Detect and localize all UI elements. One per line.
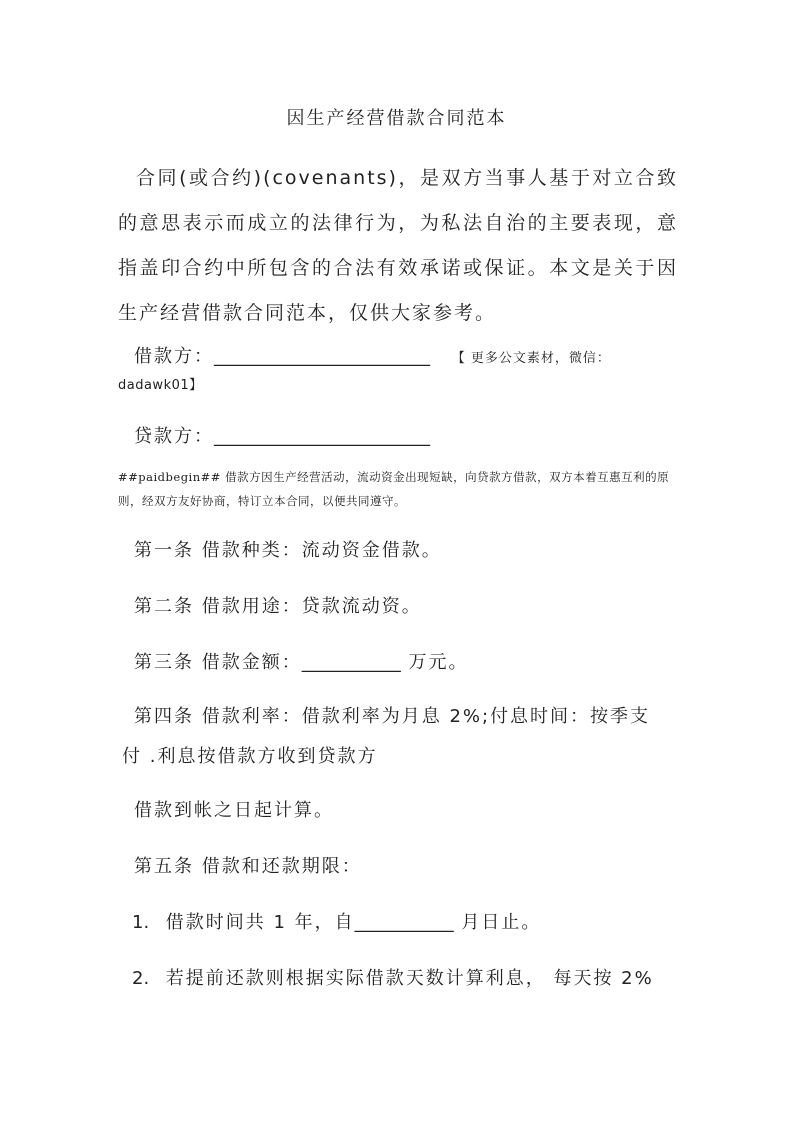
lender-blank: ________________________ (214, 426, 430, 447)
lender-line (118, 422, 694, 448)
borrower-blank: ________________________ (214, 346, 430, 367)
promo-id: dadawk01】 (118, 378, 203, 393)
list-item (118, 908, 678, 934)
article-4-line-1: 第四条 借款利率：借款利率为月息 2%;付息时间：按季支 (134, 706, 651, 727)
list-item-end: 月日止。 (453, 912, 542, 933)
list-item-number: 1. (132, 912, 150, 933)
article-2: 第二条 借款用途：贷款流动资。 (134, 596, 422, 617)
promo-note: 【 更多公文素材，微信： (451, 351, 611, 366)
article-4-line-2: 付 .利息按借款方收到贷款方 (122, 746, 378, 767)
article-4-line-3: 借款到帐之日起计算。 (134, 800, 334, 821)
borrower-label: 借款方： (134, 346, 214, 367)
borrower-line (118, 342, 694, 368)
list-item-text: 若提前还款则根据实际借款天数计算利息， 每天按 2% (165, 968, 654, 989)
article-3-unit: 万元。 (400, 652, 469, 673)
article-5: 第五条 借款和还款期限： (134, 856, 362, 877)
article-3-label: 第三条 借款金额： (134, 652, 302, 673)
lender-label: 贷款方： (134, 426, 214, 447)
list-item (118, 964, 678, 990)
preamble-paragraph: ##paidbegin## 借款方因生产经营活动，流动资金出现短缺，向贷款方借款，双方本着互惠互利的原则，经双方友好协商，特订立本合同，以便共同遵守。 (118, 470, 670, 508)
list-item-number: 2. (132, 968, 150, 989)
document-title: 因生产经营借款合同范本 (286, 108, 507, 129)
article-3 (118, 648, 694, 674)
article-3-blank: ___________ (301, 652, 401, 673)
list-item-text: 借款时间共 1 年，自 (165, 912, 355, 933)
intro-paragraph: 合同(或合约)(covenants)，是双方当事人基于对立合致的意思表示而成立的法律行为，为私法自治的主要表现，意指盖印合约中所包含的合法有效承诺或保证。本文是关于因生产经营借款合同范本，仅供大家参考。 (118, 167, 678, 324)
article-1: 第一条 借款种类：流动资金借款。 (134, 540, 442, 561)
list-item-blank: ___________ (354, 912, 454, 933)
